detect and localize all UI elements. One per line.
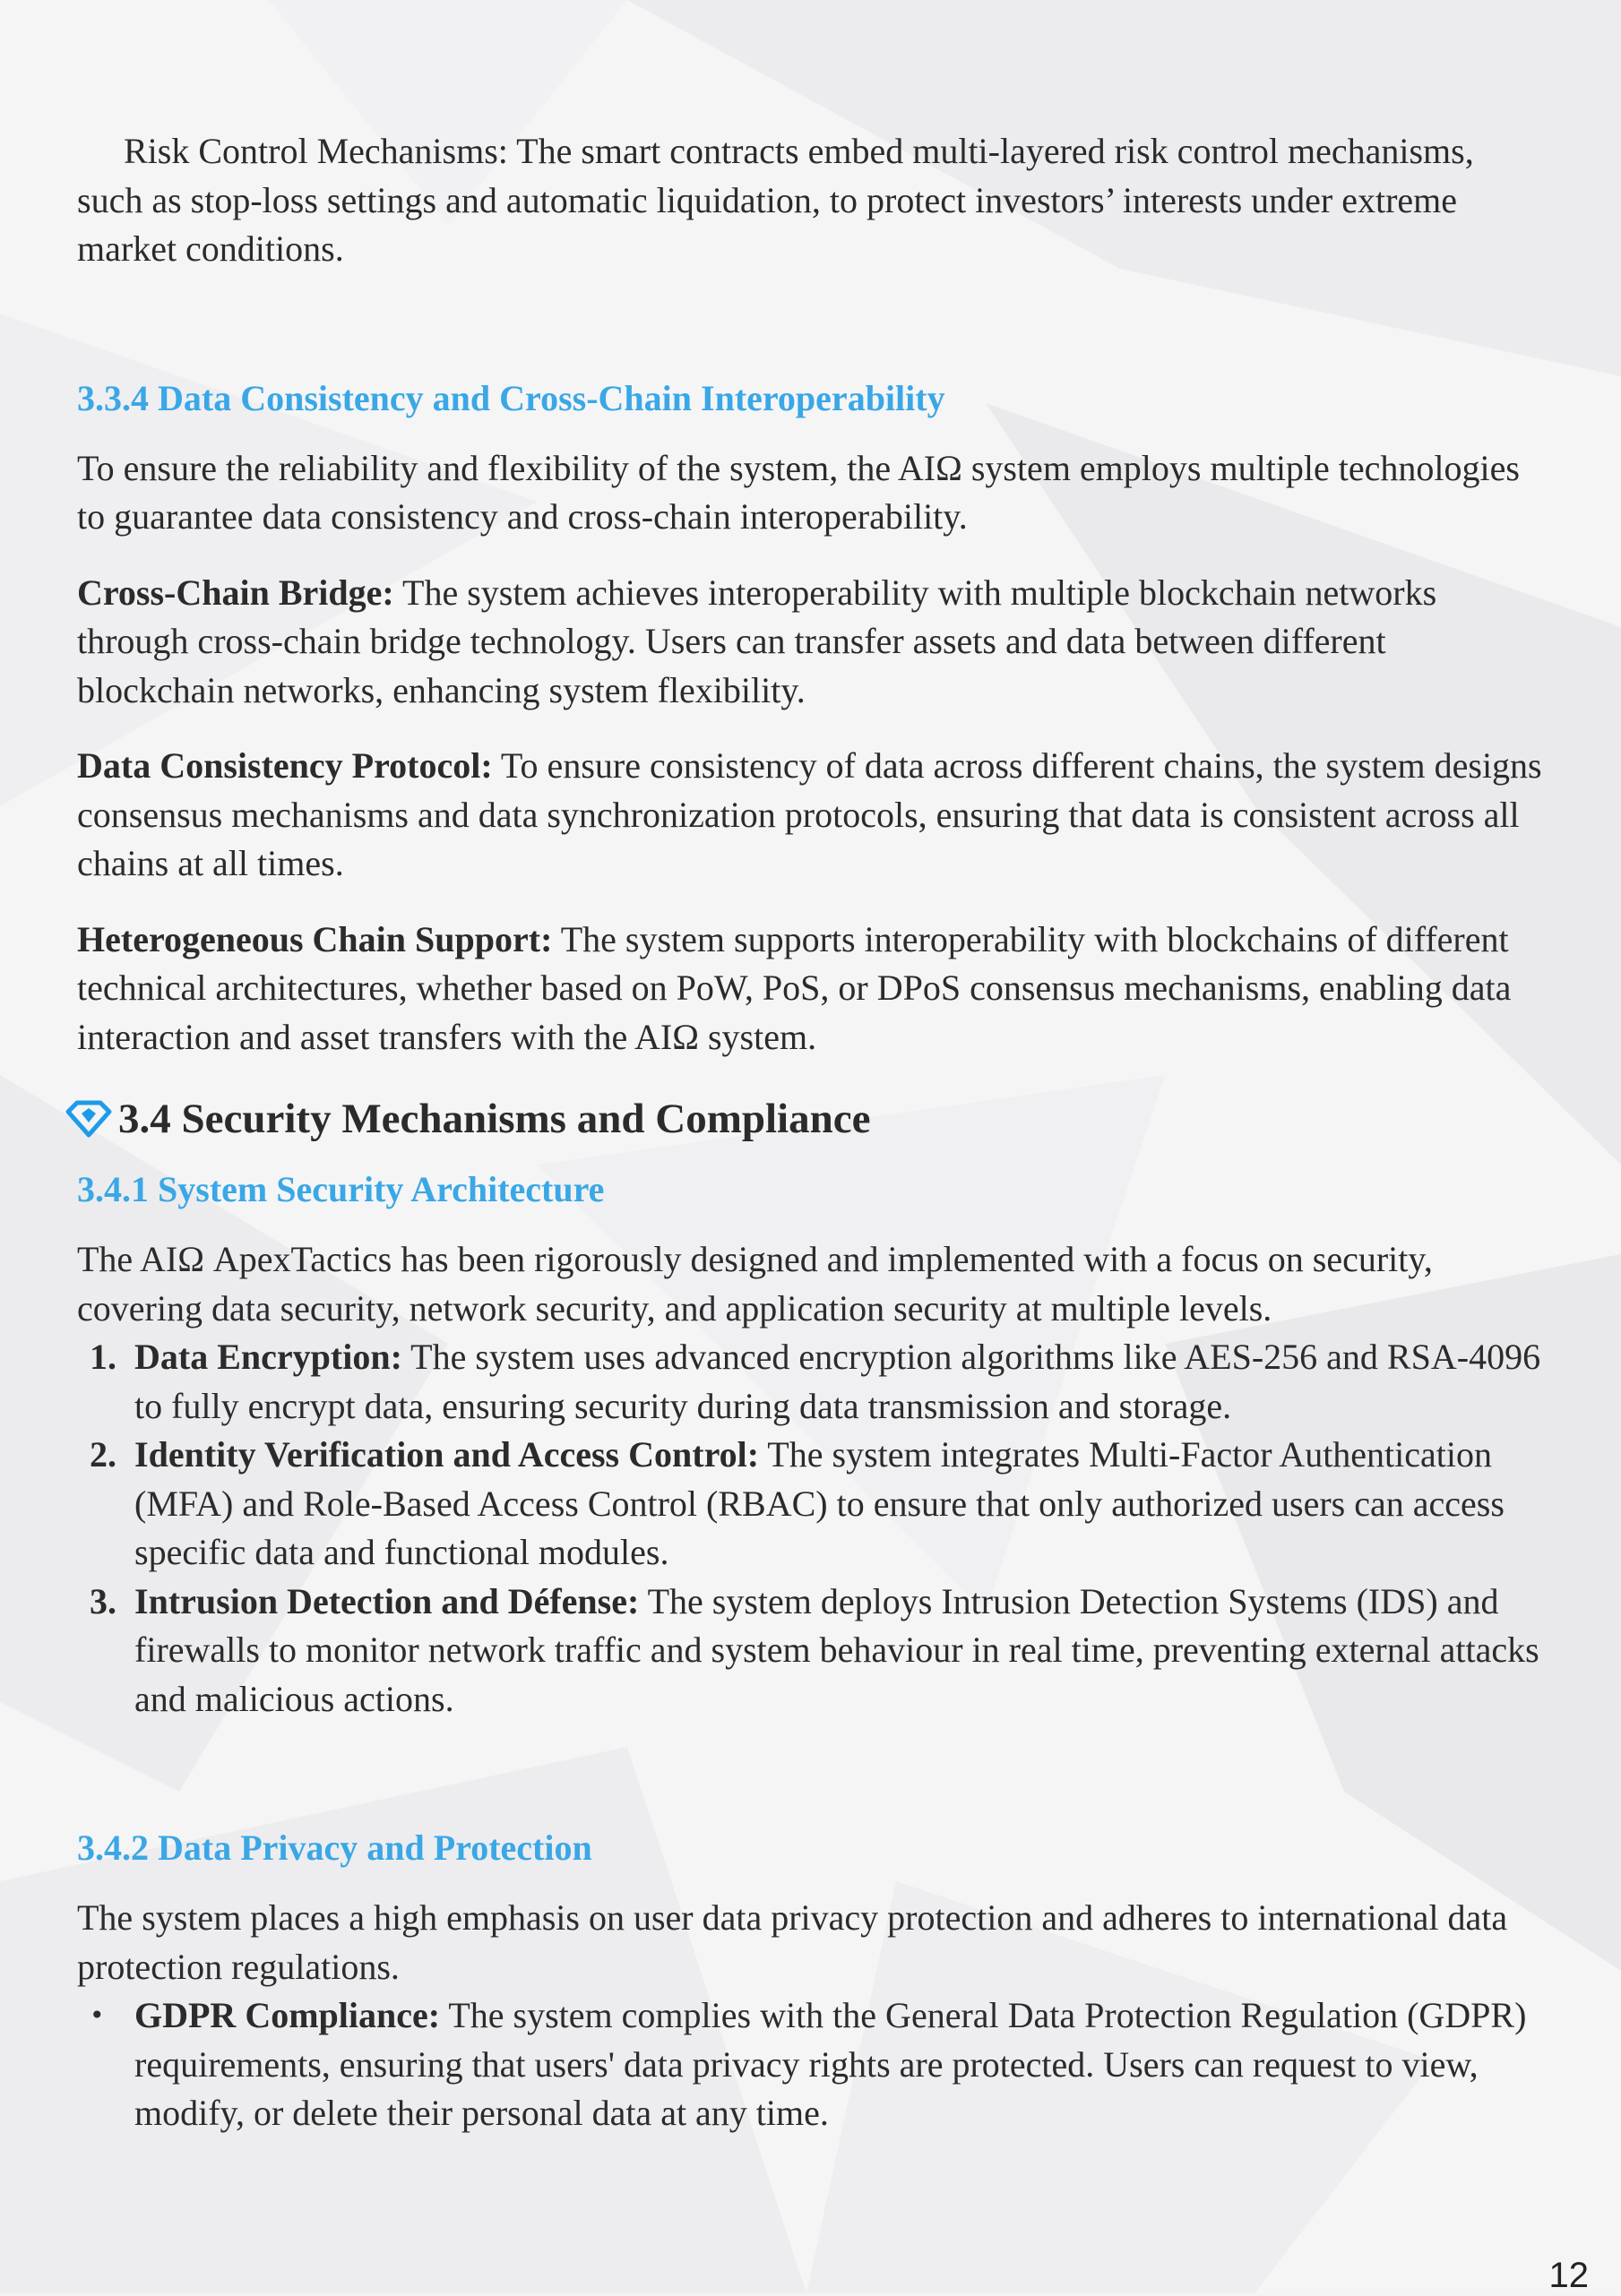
term: GDPR Compliance: xyxy=(134,1995,441,2035)
list-item xyxy=(77,1578,1547,1724)
list-number: 2. xyxy=(90,1434,116,1475)
section-3-3-4-intro: To ensure the reliability and flexibility of the system, the AIΩ system employs multiple technologies to guarantee data consistency and cross-chain interoperability. xyxy=(77,447,1520,537)
section-3-4-2-heading: 3.4.2 Data Privacy and Protection xyxy=(77,1827,592,1868)
cross-chain-bridge-paragraph xyxy=(77,569,1547,716)
section-3-4-heading: 3.4 Security Mechanisms and Compliance xyxy=(118,1096,871,1142)
desc: The system deploys Intrusion Detection Systems (IDS) and firewalls to monitor network traffic and system behaviour in real time, preventing external attacks and malicious actions. xyxy=(134,1580,1539,1719)
desc: The system complies with the General Data Protection Regulation (GDPR) requirements, ensuring that users' data privacy rights are protected. Users can request to view, modify, or delete their personal data at any time. xyxy=(134,1995,1527,2133)
bullet-icon: • xyxy=(90,2000,105,2030)
list-number: 3. xyxy=(90,1580,116,1621)
term: Cross-Chain Bridge: xyxy=(77,572,394,613)
desc: The system integrates Multi-Factor Authentication (MFA) and Role-Based Access Control (RBAC) to ensure that only authorized users can access specific data and functional modules. xyxy=(134,1434,1505,1572)
list-item xyxy=(77,1991,1547,2138)
data-consistency-protocol-paragraph xyxy=(77,742,1547,889)
term: Data Encryption: xyxy=(134,1337,402,1377)
list-item xyxy=(77,1333,1547,1431)
desc: The system supports interoperability with blockchains of different technical architectures, whether based on PoW, PoS, or DPoS consensus mechanisms, enabling data interaction and asset transfers with the AIΩ system. xyxy=(77,918,1512,1057)
term: Data Consistency Protocol: xyxy=(77,745,493,786)
list-item xyxy=(77,1431,1547,1578)
section-3-3-4-heading: 3.3.4 Data Consistency and Cross-Chain Interoperability xyxy=(77,377,945,418)
heterogeneous-chain-support-paragraph xyxy=(77,916,1547,1062)
term: Heterogeneous Chain Support: xyxy=(77,918,553,959)
desc: The system uses advanced encryption algorithms like AES-256 and RSA-4096 to fully encrypt data, ensuring security during data transmission and storage. xyxy=(134,1337,1541,1426)
term: Identity Verification and Access Control: xyxy=(134,1434,760,1475)
page-number: 12 xyxy=(1548,2256,1589,2295)
term: Intrusion Detection and Défense: xyxy=(134,1580,640,1621)
desc: To ensure consistency of data across different chains, the system designs consensus mechanisms and data synchronization protocols, ensuring that data is consistent across all chains at all times. xyxy=(77,745,1542,883)
desc: The system achieves interoperability with multiple blockchain networks through cross-chain bridge technology. Users can transfer assets and data between different blockchain networks, enhancing system flexibility. xyxy=(77,572,1437,710)
privacy-list xyxy=(77,1991,1547,2138)
list-number: 1. xyxy=(90,1337,116,1377)
section-3-4-heading-row xyxy=(77,1092,1547,1146)
security-architecture-list xyxy=(77,1333,1547,1724)
diamond-icon xyxy=(65,1099,113,1139)
section-3-4-1-heading: 3.4.1 System Security Architecture xyxy=(77,1169,605,1209)
section-3-4-1-intro: The AIΩ ApexTactics has been rigorously designed and implemented with a focus on security, covering data security, network security, and application security at multiple levels. xyxy=(77,1239,1433,1329)
risk-control-paragraph: Risk Control Mechanisms: The smart contracts embed multi-layered risk control mechanisms, such as stop-loss settings and automatic liquidation, to protect investors’ interests under extreme market conditions. xyxy=(77,131,1474,269)
section-3-4-2-intro: The system places a high emphasis on user data privacy protection and adheres to international data protection regulations. xyxy=(77,1897,1508,1987)
page-content xyxy=(77,127,1547,2138)
